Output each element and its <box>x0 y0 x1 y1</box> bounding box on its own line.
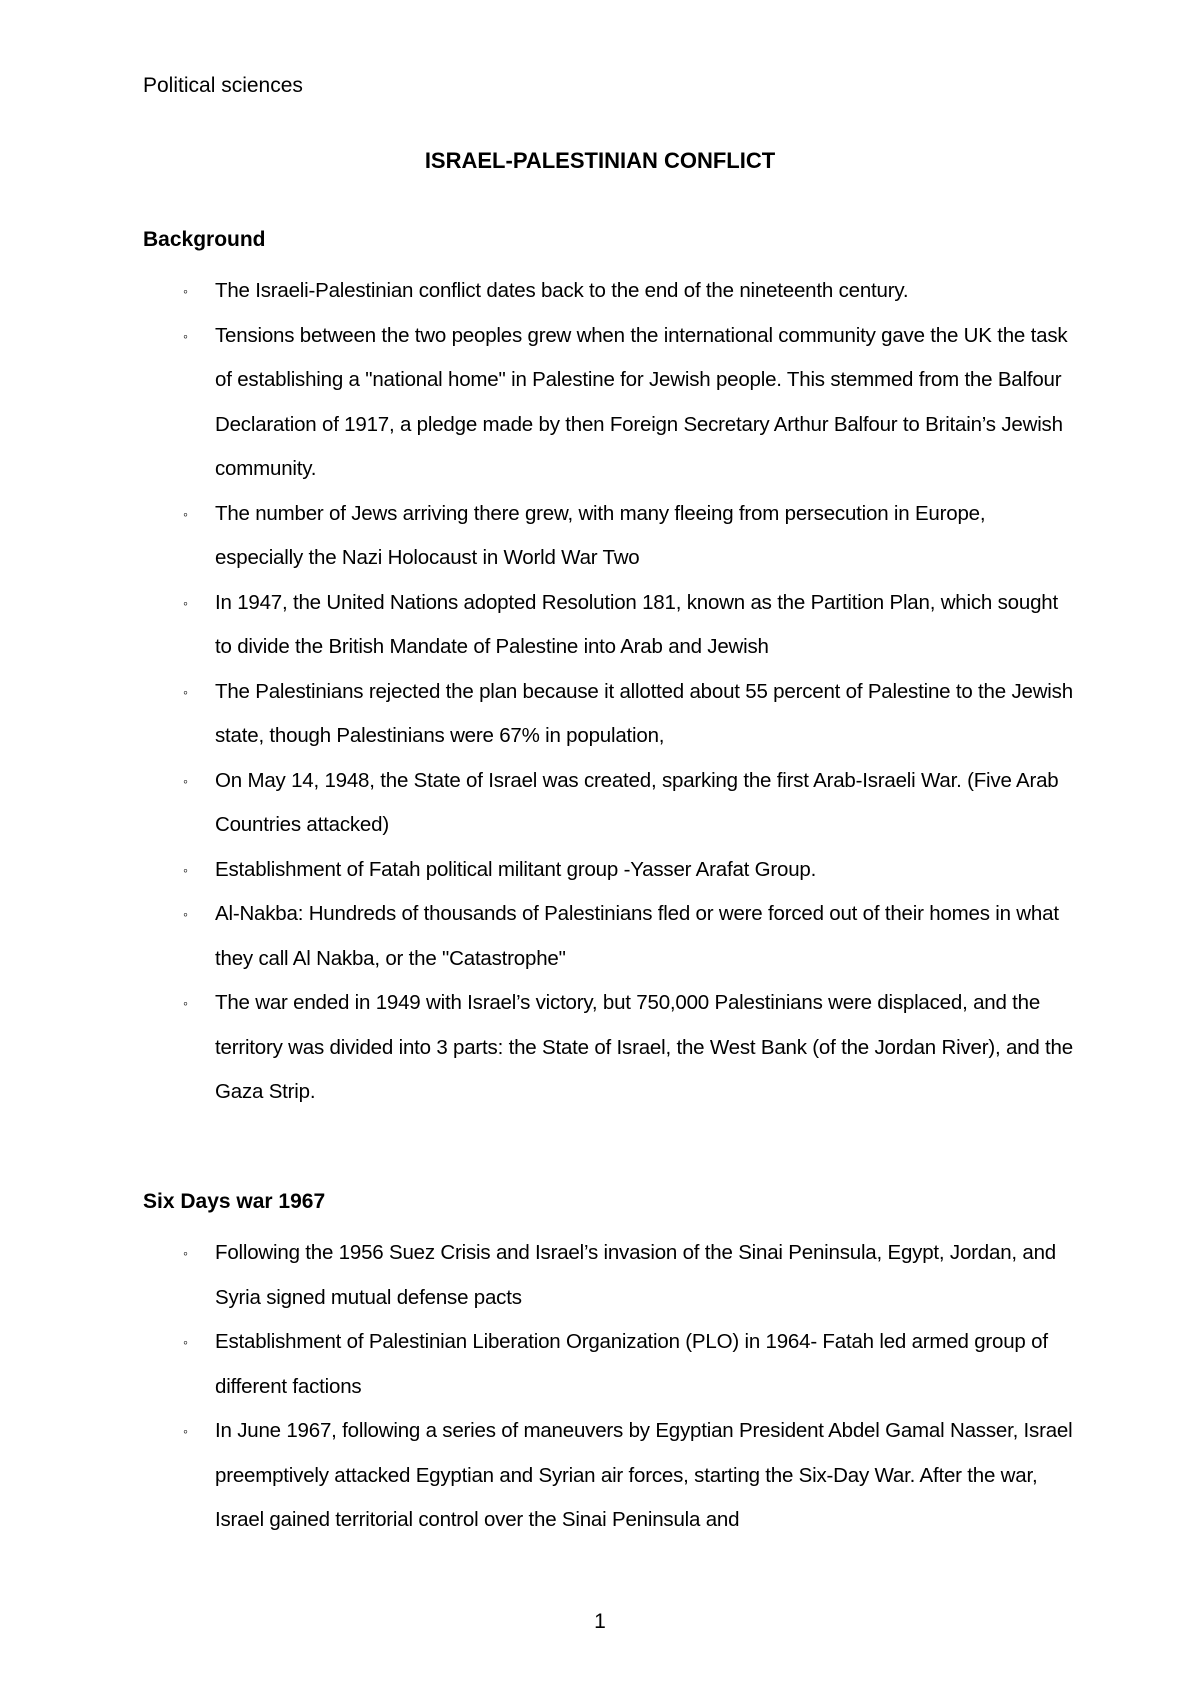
bullet-icon: ◦ <box>183 906 188 922</box>
page-number: 1 <box>594 1610 606 1633</box>
list-item-text: On May 14, 1948, the State of Israel was created, sparking the first Arab-Israeli War. (Five Arab Countries attacked) <box>215 768 1059 836</box>
bullet-icon: ◦ <box>183 1245 188 1261</box>
list-item-text: The war ended in 1949 with Israel’s victory, but 750,000 Palestinians were displaced, and the territory was divided into 3 parts: the State of Israel, the West Bank (of the Jordan River), and the Gaza Strip. <box>215 991 1073 1103</box>
bullet-icon: ◦ <box>183 327 188 344</box>
list-item <box>143 492 1073 581</box>
list-item-text: The Israeli-Palestinian conflict dates back to the end of the nineteenth century. <box>215 279 909 302</box>
list-item-text: The number of Jews arriving there grew, with many fleeing from persecution in Europe, especially the Nazi Holocaust in World War Two <box>215 501 986 569</box>
list-item <box>143 759 1073 848</box>
bullet-icon: ◦ <box>183 283 188 299</box>
list-item-text: In June 1967, following a series of maneuvers by Egyptian President Abdel Gamal Nasser, Israel preemptively attacked Egyptian and Syrian air forces, starting the Six-Day War. After the war, Israel gained territorial control over the Sinai Peninsula and <box>215 1419 1073 1531</box>
bullet-icon: ◦ <box>183 594 188 611</box>
list-item <box>143 314 1073 492</box>
bullet-icon: ◦ <box>183 861 188 878</box>
bullet-icon: ◦ <box>183 1423 188 1439</box>
bullet-icon: ◦ <box>183 1334 188 1350</box>
bullet-list <box>143 269 1073 1115</box>
bullet-icon: ◦ <box>183 505 188 522</box>
section-heading: Six Days war 1967 <box>143 1190 326 1213</box>
list-item <box>143 581 1073 670</box>
list-item-text: Al-Nakba: Hundreds of thousands of Palestinians fled or were forced out of their homes in what they call Al Nakba, or the "Catastrophe" <box>215 902 1059 970</box>
list-item <box>143 1409 1073 1543</box>
list-item <box>143 1231 1073 1320</box>
list-item <box>143 670 1073 759</box>
section-six-days-war <box>143 1187 1073 1543</box>
document-title: ISRAEL-PALESTINIAN CONFLICT <box>424 148 776 173</box>
section-heading: Background <box>143 228 266 251</box>
list-item <box>143 892 1073 981</box>
list-item <box>143 1320 1073 1409</box>
list-item <box>143 848 1073 893</box>
list-item-text: The Palestinians rejected the plan because it allotted about 55 percent of Palestine to the Jewish state, though Palestinians were 67% in population, <box>215 679 1073 747</box>
list-item-text: Establishment of Palestinian Liberation Organization (PLO) in 1964- Fatah led armed group of different factions <box>215 1330 1048 1398</box>
bullet-icon: ◦ <box>183 772 188 789</box>
bullet-list <box>143 1231 1073 1543</box>
list-item-text: Following the 1956 Suez Crisis and Israel’s invasion of the Sinai Peninsula, Egypt, Jordan, and Syria signed mutual defense pacts <box>215 1241 1056 1309</box>
list-item <box>143 269 1073 314</box>
running-header: Political sciences <box>143 74 303 97</box>
section-background <box>143 225 1073 1115</box>
list-item-text: Establishment of Fatah political militant group -Yasser Arafat Group. <box>215 857 817 881</box>
bullet-icon: ◦ <box>183 683 188 700</box>
list-item <box>143 981 1073 1115</box>
list-item-text: In 1947, the United Nations adopted Resolution 181, known as the Partition Plan, which sought to divide the British Mandate of Palestine into Arab and Jewish <box>215 590 1058 658</box>
list-item-text: Tensions between the two peoples grew when the international community gave the UK the task of establishing a "national home" in Palestine for Jewish people. This stemmed from the Balfour Declaration of 1917, a pledge made by then Foreign Secretary Arthur Balfour to Britain’s Jewish community. <box>215 323 1068 480</box>
bullet-icon: ◦ <box>183 995 188 1011</box>
